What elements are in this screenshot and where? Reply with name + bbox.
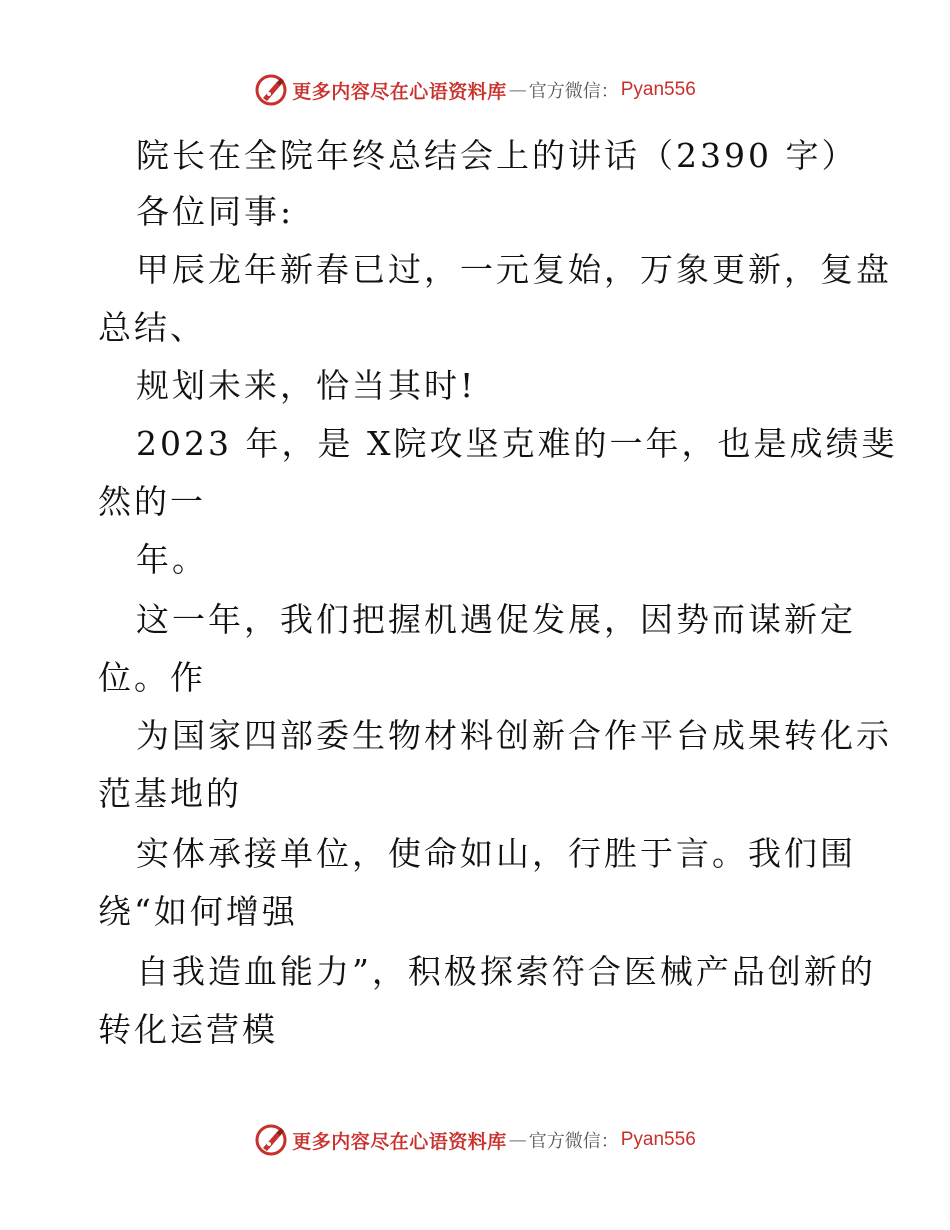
paragraph-line: 范基地的 — [98, 774, 242, 813]
banner-wechat-label: 官方微信： — [528, 1131, 619, 1152]
paragraph-line: 绕“如何增强 — [98, 892, 298, 931]
paragraph-line: 自我造血能力”，积极探索符合医械产品创新的 — [136, 952, 876, 991]
banner-wechat-id: Pyan556 — [620, 79, 696, 100]
banner-dash: — — [508, 1129, 527, 1151]
paragraph-line: 然的一 — [98, 482, 206, 521]
banner-wechat-id: Pyan556 — [620, 1129, 696, 1150]
paragraph-line: 规划未来，恰当其时! — [136, 366, 477, 405]
banner-text: 更多内容尽在心语资料库 — [292, 1130, 507, 1153]
paragraph-line: 转化运营模 — [98, 1010, 278, 1049]
paragraph-line: 总结、 — [98, 308, 206, 347]
footer-banner — [0, 1120, 950, 1160]
banner-wechat-label: 官方微信： — [528, 81, 619, 102]
banner-text: 更多内容尽在心语资料库 — [292, 80, 507, 103]
paragraph-line: 实体承接单位，使命如山，行胜于言。我们围 — [136, 834, 856, 873]
paragraph-line: 甲辰龙年新春已过，一元复始，万象更新，复盘 — [136, 250, 892, 289]
header-banner — [0, 70, 950, 110]
paragraph-line: 为国家四部委生物材料创新合作平台成果转化示 — [136, 716, 892, 755]
salutation: 各位同事: — [136, 192, 295, 231]
paragraph-line: 位。作 — [98, 658, 206, 697]
document-title: 院长在全院年终总结会上的讲话（2390 字） — [136, 136, 858, 175]
pen-logo-icon — [254, 73, 288, 107]
banner-dash: — — [508, 79, 527, 101]
paragraph-line: 这一年，我们把握机遇促发展，因势而谋新定 — [136, 600, 856, 639]
paragraph-line: 年。 — [136, 540, 208, 579]
pen-logo-icon — [254, 1123, 288, 1157]
paragraph-line: 2023 年，是 X院攻坚克难的一年，也是成绩斐 — [136, 424, 898, 463]
